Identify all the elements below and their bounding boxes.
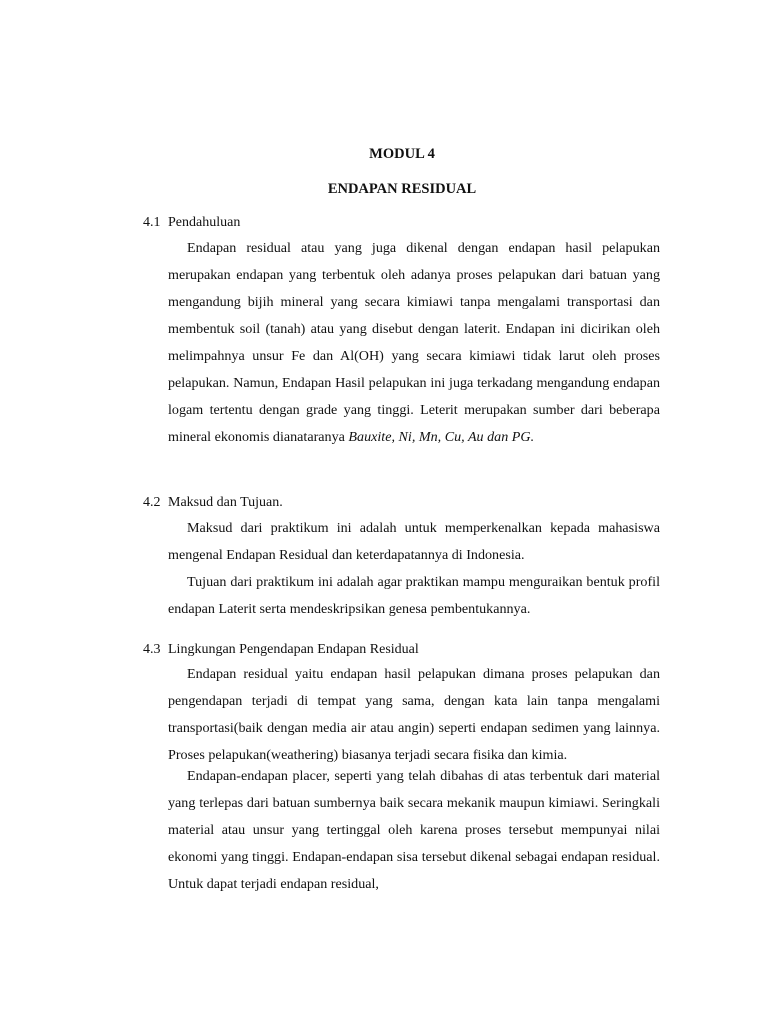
paragraph: Tujuan dari praktikum ini adalah agar praktikan mampu menguraikan bentuk profil endapan Laterit serta mendeskripsikan genesa pembentukannya. [168, 574, 660, 617]
paragraph-italic-text: Bauxite, Ni, Mn, Cu, Au dan PG. [348, 429, 535, 445]
section-number: 4.1 [143, 215, 161, 230]
section-number: 4.2 [143, 495, 161, 510]
section-title: Pendahuluan [168, 215, 241, 230]
section-heading-4-1 [143, 215, 240, 231]
paragraph: Endapan residual yaitu endapan hasil pelapukan dimana proses pelapukan dan pengendapan terjadi di tempat yang sama, dengan kata lain tanpa mengalami transportasi(baik dengan media air atau angin) seperti endapan sedimen yang lainnya. Proses pelapukan(weathering) biasanya terjadi secara fisika dan kimia. [168, 666, 660, 763]
paragraph-text: Endapan residual atau yang juga dikenal dengan endapan hasil pelapukan merupakan endapan yang terbentuk oleh adanya proses pelapukan dari batuan yang mengandung bijih mineral yang secara kimiawi tanpa mengalami transportasi dan membentuk soil (tanah) atau yang disebut dengan laterit. Endapan ini dicirikan oleh melimpahnya unsur Fe dan Al(OH) yang secara kimiawi tidak larut oleh proses pelapukan. Namun, Endapan Hasil pelapukan ini juga terkadang mengandung endapan logam tertentu dengan grade yang tinggi. Leterit merupakan sumber dari beberapa mineral ekonomis dianataranya [168, 240, 660, 445]
section-heading-4-2 [143, 495, 283, 511]
section-number: 4.3 [143, 642, 161, 657]
section-title: Maksud dan Tujuan. [168, 495, 283, 510]
chapter-title: ENDAPAN RESIDUAL [327, 181, 477, 197]
section-body-4-2-paragraph-2 [168, 569, 660, 623]
section-heading-4-3 [143, 642, 419, 658]
section-body-4-3-paragraph-2 [168, 763, 660, 898]
section-title: Lingkungan Pengendapan Endapan Residual [168, 642, 419, 657]
paragraph: Endapan-endapan placer, seperti yang telah dibahas di atas terbentuk dari material yang terlepas dari batuan sumbernya baik secara mekanik maupun kimiawi. Seringkali material atau unsur yang tertinggal oleh karena proses tersebut mempunyai nilai ekonomi yang tinggi. Endapan-endapan sisa tersebut dikenal sebagai endapan residual. Untuk dapat terjadi endapan residual, [168, 768, 660, 893]
paragraph [168, 235, 660, 451]
module-title: MODUL 4 [369, 146, 435, 162]
section-body-4-3-paragraph-1 [168, 661, 660, 769]
section-body-4-1 [168, 235, 660, 451]
paragraph: Maksud dari praktikum ini adalah untuk memperkenalkan kepada mahasiswa mengenal Endapan Residual dan keterdapatannya di Indonesia. [168, 520, 660, 563]
section-body-4-2-paragraph-1 [168, 515, 660, 569]
